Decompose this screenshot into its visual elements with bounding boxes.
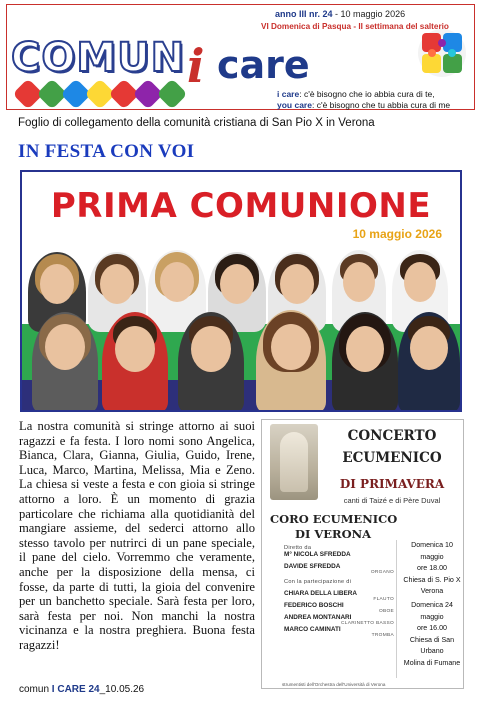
- first-communion-photo: [20, 170, 462, 412]
- motto-text-2: : c'è bisogno che tu abbia cura di me: [311, 100, 451, 110]
- performer-role: TROMBA: [371, 633, 394, 638]
- issue-date: - 10 maggio 2026: [335, 9, 406, 19]
- photo-date: 10 maggio 2026: [352, 227, 442, 241]
- motto-label-2: you care: [277, 100, 312, 110]
- motto-label-1: i care: [277, 89, 300, 99]
- flyer-divider: [396, 540, 397, 678]
- flyer-title-line-2: ECUMENICO: [342, 450, 442, 466]
- child-figure: [32, 312, 98, 412]
- event-1: [400, 540, 464, 598]
- motto-text-1: : c'è bisogno che io abbia cura di te,: [299, 89, 435, 99]
- flyer-title-line-1: CONCERTO: [347, 428, 437, 444]
- event-1-place: Chiesa di S. Pio X: [403, 575, 461, 584]
- choir-name-line-1: CORO ECUMENICO: [270, 512, 398, 526]
- event-2-day: Domenica 24 maggio: [411, 601, 453, 621]
- page-footer: [19, 684, 144, 695]
- article-text-rest: . La chiesa si veste a festa e con gioia si stringe attorno a loro. È un momento di grazia particolare che richiama alla quotidianità del mangiare assieme, del sederci attorno allo stesso tavolo per nutrirci di un pane speciale, il pane del cielo. Vorremmo che veramente, anche per la disposizione della mensa, ci fosse, da parte di tutti, la gioia del convenire per un banchetto speciale. Sarà festa per loro, sarà festa per noi. Non manchi la nostra vicinanza e la nostra preghiera. Buona festa ragazzi!: [19, 462, 255, 652]
- event-1-day: Domenica 10 maggio: [411, 541, 453, 561]
- footer-issue: 24: [85, 684, 100, 695]
- photo-title: PRIMA COMUNIONE: [50, 186, 432, 226]
- issue-number: anno III nr. 24: [275, 9, 333, 19]
- flyer-footnote: strumentisti dell'Orchestra dell'Università di Verona: [282, 682, 386, 687]
- performer-name: FEDERICO BOSCHI: [284, 602, 344, 609]
- child-figure: [398, 312, 460, 412]
- flyer-subtitle: canti di Taizé e di Père Duval: [343, 496, 441, 505]
- performer-name: MARCO CAMINATI: [284, 626, 341, 633]
- performer-role: CLARINETTO BASSO: [341, 621, 394, 626]
- statue-image: [270, 424, 318, 500]
- performer-role: OBOE: [378, 609, 394, 614]
- event-2-city: Molina di Fumane: [403, 658, 461, 667]
- event-1-city: Verona: [420, 587, 444, 595]
- footer-date: _10.05.26: [99, 684, 145, 695]
- organist-name: DAVIDE SFREDDA: [284, 563, 341, 570]
- event-2-time: ore 16.00: [417, 624, 447, 632]
- logo-care: care: [217, 43, 310, 87]
- newsletter-subtitle: Foglio di collegamento della comunità cristiana di San Pio X in Verona: [18, 117, 375, 129]
- article-body: [19, 419, 255, 653]
- participation-label: Con la partecipazione di: [284, 579, 352, 585]
- liturgy-note: VI Domenica di Pasqua - II settimana del salterio: [261, 22, 449, 31]
- issue-info: [275, 9, 405, 19]
- director-name: M° NICOLA SFREDDA: [284, 551, 351, 558]
- concert-flyer: [261, 419, 464, 689]
- article-text-names: La nostra comunità si stringe attorno ai suoi ragazzi e fa festa. I loro nomi sono Angelica, Bianca, Clara, Gianna, Giulia, Guido, Irene, Luca, Marco, Martina, Melissa, Mia e Zeno: [19, 419, 255, 477]
- performer-name: CHIARA DELLA LIBERA: [284, 590, 358, 597]
- performer-role: FLAUTO: [373, 597, 394, 602]
- footer-prefix: comun: [19, 684, 52, 695]
- performers-list: [284, 545, 394, 638]
- footer-brand: I CARE: [51, 684, 86, 695]
- child-figure: [332, 312, 398, 412]
- child-figure: [102, 312, 168, 412]
- choir-name-line-2: DI VERONA: [294, 527, 372, 541]
- directed-by-label: Diretto da: [284, 545, 312, 551]
- flyer-title-line-3: DI PRIMAVERA: [339, 477, 445, 491]
- event-2: [400, 600, 464, 669]
- masthead: [6, 4, 475, 110]
- section-title: IN FESTA CON VOI: [18, 141, 195, 162]
- organist-role: ORGANO: [370, 570, 394, 575]
- event-2-place: Chiesa di San Urbano: [409, 635, 455, 655]
- puzzle-globe-icon: [416, 27, 468, 79]
- child-figure: [256, 310, 326, 412]
- logo-i: i: [187, 39, 205, 93]
- logo-comun: COMUN: [11, 35, 186, 81]
- puzzle-pieces-decoration: [15, 79, 195, 109]
- motto: [277, 89, 450, 111]
- performer-name: ANDREA MONTANARI: [284, 614, 352, 621]
- child-figure: [178, 312, 244, 412]
- event-1-time: ore 18.00: [417, 564, 447, 572]
